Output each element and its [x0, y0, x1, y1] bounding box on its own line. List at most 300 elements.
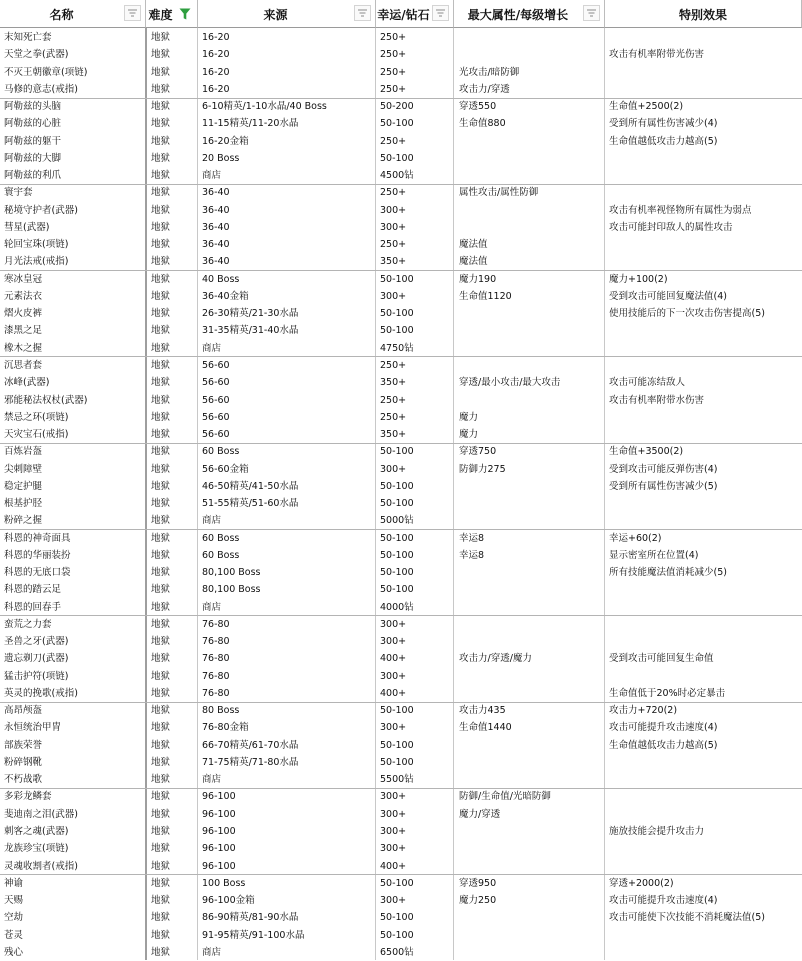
filter-dropdown-icon[interactable] — [432, 5, 449, 21]
cell-luck: 300+ — [380, 636, 407, 648]
cell-attr — [459, 564, 603, 581]
cell-attr: 魔力250 — [459, 895, 497, 906]
cell-source: 96-100 — [202, 826, 236, 837]
filter-dropdown-icon[interactable] — [124, 5, 141, 21]
filter-dropdown-icon[interactable] — [583, 5, 600, 21]
cell-source: 11-15精英/11-20水晶 — [202, 118, 299, 130]
cell-diff: 地狱 — [151, 549, 171, 561]
cell-luck: 300+ — [380, 290, 407, 302]
cell-name: 阿勒兹的大脚 — [4, 152, 62, 164]
cell-source: 36-40 — [202, 204, 230, 216]
cell-effect — [609, 167, 801, 184]
cell-diff: 地狱 — [151, 687, 171, 699]
header-name-label: 名称 — [49, 8, 74, 22]
cell-luck: 50-100 — [380, 705, 414, 717]
cell-luck: 300+ — [380, 843, 407, 855]
cell-effect — [609, 788, 801, 805]
cell-diff: 地狱 — [151, 325, 171, 337]
cell-luck: 50-100 — [380, 549, 414, 561]
cell-luck: 50-100 — [380, 877, 414, 889]
cell-diff: 地狱 — [151, 273, 171, 285]
column-divider — [145, 28, 147, 960]
cell-source: 26-30精英/21-30水晶 — [202, 308, 299, 320]
cell-diff: 地狱 — [151, 618, 171, 630]
cell-effect — [609, 927, 801, 944]
cell-effect — [609, 253, 801, 270]
cell-attr: 防御/生命值/光暗防御 — [459, 791, 551, 803]
cell-effect — [609, 512, 801, 529]
cell-luck: 250+ — [380, 411, 407, 423]
cell-source: 36-40 — [202, 256, 230, 268]
cell-effect: 所有技能魔法值消耗减少(5) — [609, 567, 727, 579]
cell-diff: 地狱 — [151, 239, 171, 251]
cell-luck: 5000钻 — [380, 515, 414, 527]
cell-luck: 50-100 — [380, 446, 414, 458]
cell-luck: 350+ — [380, 377, 407, 389]
cell-luck: 250+ — [380, 83, 407, 95]
cell-name: 神谕 — [4, 877, 24, 889]
cell-source: 76-80金箱 — [202, 722, 249, 734]
cell-effect — [609, 409, 801, 426]
cell-name: 天堂之拳(武器) — [4, 49, 69, 61]
cell-effect: 魔力+100(2) — [609, 273, 668, 285]
cell-diff: 地狱 — [151, 463, 171, 475]
cell-diff: 地狱 — [151, 929, 171, 941]
cell-attr: 攻击力435 — [459, 705, 506, 717]
header-effect-label: 特别效果 — [678, 8, 727, 22]
cell-source: 60 Boss — [202, 446, 240, 458]
column-header-effect[interactable] — [605, 0, 802, 28]
cell-diff: 地狱 — [151, 377, 171, 389]
cell-luck: 300+ — [380, 618, 407, 630]
cell-source: 76-80 — [202, 618, 230, 630]
cell-diff: 地狱 — [151, 446, 171, 458]
cell-source: 16-20 — [202, 32, 230, 43]
cell-diff: 地狱 — [151, 774, 171, 786]
cell-attr — [459, 392, 603, 409]
cell-name: 猛击护符(项链) — [4, 670, 69, 682]
cell-luck: 250+ — [380, 359, 407, 371]
cell-source: 56-60 — [202, 429, 230, 440]
cell-name: 高昂颅盔 — [4, 705, 43, 717]
cell-attr — [459, 909, 603, 926]
cell-effect: 攻击可能封印敌人的属性攻击 — [609, 221, 733, 233]
cell-luck: 50-100 — [380, 118, 414, 130]
cell-name: 橡木之握 — [4, 342, 43, 354]
cell-name: 刺客之魂(武器) — [4, 826, 69, 837]
cell-attr: 生命值880 — [459, 118, 506, 130]
column-header-source[interactable] — [198, 0, 376, 28]
cell-effect: 生命值越低攻击力越高(5) — [609, 739, 718, 751]
cell-attr — [459, 357, 603, 374]
cell-diff: 地狱 — [151, 49, 171, 61]
cell-diff: 地狱 — [151, 670, 171, 682]
cell-source: 31-35精英/31-40水晶 — [202, 325, 299, 337]
cell-effect: 生命值越低攻击力越高(5) — [609, 135, 718, 147]
cell-source: 86-90精英/81-90水晶 — [202, 912, 299, 924]
cell-source: 36-40 — [202, 221, 230, 233]
cell-effect: 受到攻击可能回复生命值 — [609, 653, 714, 665]
cell-luck: 400+ — [380, 860, 407, 872]
cell-effect — [609, 858, 801, 875]
cell-attr: 幸运8 — [459, 532, 485, 544]
cell-effect — [609, 633, 801, 650]
cell-name: 遗忘剃刀(武器) — [4, 653, 69, 665]
cell-diff: 地狱 — [151, 66, 171, 78]
cell-diff: 地狱 — [151, 204, 171, 216]
cell-source: 36-40 — [202, 239, 230, 251]
cell-diff: 地狱 — [151, 895, 171, 906]
cell-attr: 魔力190 — [459, 273, 497, 285]
cell-name: 粉碎之握 — [4, 515, 43, 527]
cell-diff: 地狱 — [151, 480, 171, 492]
cell-attr — [459, 478, 603, 495]
cell-luck: 300+ — [380, 791, 407, 803]
cell-source: 商店 — [202, 170, 222, 182]
cell-luck: 300+ — [380, 463, 407, 475]
cell-name: 秘境守护者(武器) — [4, 204, 78, 216]
cell-effect: 攻击有机率附带水伤害 — [609, 394, 705, 406]
cell-source: 51-55精英/51-60水晶 — [202, 498, 299, 509]
cell-name: 元素法衣 — [4, 290, 43, 302]
cell-attr — [459, 305, 603, 322]
cell-name: 末知死亡套 — [4, 32, 52, 43]
cell-luck: 300+ — [380, 670, 407, 682]
cell-diff: 地狱 — [151, 567, 171, 579]
cell-name: 寒冰皇冠 — [4, 273, 43, 285]
cell-effect — [609, 340, 801, 357]
cell-diff: 地狱 — [151, 653, 171, 665]
cell-luck: 300+ — [380, 808, 407, 820]
cell-luck: 300+ — [380, 722, 407, 734]
cell-source: 56-60 — [202, 411, 230, 423]
cell-attr — [459, 46, 603, 63]
cell-effect: 幸运+60(2) — [609, 532, 662, 544]
cell-luck: 250+ — [380, 135, 407, 147]
cell-diff: 地狱 — [151, 843, 171, 855]
cell-name: 阿勒兹的躯干 — [4, 135, 62, 147]
cell-effect — [609, 81, 801, 98]
cell-effect — [609, 840, 801, 857]
cell-luck: 250+ — [380, 239, 407, 251]
cell-attr: 攻击力/穿透 — [459, 83, 510, 95]
filter-active-icon[interactable] — [176, 5, 193, 21]
cell-source: 16-20 — [202, 49, 230, 61]
cell-effect — [609, 64, 801, 81]
header-luck-label: 幸运/钻石 — [377, 8, 430, 22]
cell-source: 76-80 — [202, 687, 230, 699]
cell-attr: 穿透750 — [459, 446, 497, 458]
cell-diff: 地狱 — [151, 411, 171, 423]
cell-effect — [609, 29, 801, 46]
header-max-attr-label: 最大属性/每级增长 — [467, 8, 569, 22]
cell-luck: 50-100 — [380, 273, 414, 285]
cell-name: 月光法戒(戒指) — [4, 256, 69, 268]
cell-source: 56-60金箱 — [202, 463, 249, 475]
cell-luck: 50-100 — [380, 584, 414, 596]
cell-source: 76-80 — [202, 653, 230, 665]
cell-attr: 攻击力/穿透/魔力 — [459, 653, 532, 665]
cell-luck: 350+ — [380, 429, 407, 440]
cell-diff: 地狱 — [151, 359, 171, 371]
cell-attr — [459, 858, 603, 875]
cell-name: 科恩的神奇面具 — [4, 532, 71, 544]
cell-luck: 300+ — [380, 826, 407, 837]
cell-attr: 魔力 — [459, 429, 479, 440]
cell-source: 96-100 — [202, 808, 236, 820]
cell-diff: 地狱 — [151, 170, 171, 182]
cell-effect — [609, 357, 801, 374]
cell-source: 100 Boss — [202, 877, 246, 889]
cell-name: 邪能秘法权杖(武器) — [4, 394, 88, 406]
cell-source: 66-70精英/61-70水晶 — [202, 739, 299, 751]
cell-diff: 地狱 — [151, 532, 171, 544]
cell-luck: 50-100 — [380, 912, 414, 924]
cell-source: 96-100 — [202, 843, 236, 855]
cell-diff: 地狱 — [151, 912, 171, 924]
cell-diff: 地狱 — [151, 808, 171, 820]
cell-diff: 地狱 — [151, 722, 171, 734]
cell-luck: 50-200 — [380, 101, 414, 112]
cell-diff: 地狱 — [151, 118, 171, 130]
cell-attr — [459, 202, 603, 219]
cell-luck: 50-100 — [380, 739, 414, 751]
cell-effect: 使用技能后的下一次攻击伤害提高(5) — [609, 308, 765, 320]
header-difficulty-label: 难度 — [148, 8, 173, 22]
cell-effect — [609, 150, 801, 167]
cell-effect: 受到攻击可能反弹伤害(4) — [609, 463, 718, 475]
column-header-name[interactable] — [0, 0, 146, 28]
cell-source: 96-100 — [202, 860, 236, 872]
cell-name: 多彩龙鳞套 — [4, 791, 52, 803]
cell-attr: 魔法值 — [459, 239, 488, 251]
cell-source: 6-10精英/1-10水晶/40 Boss — [202, 101, 327, 112]
cell-name: 永恒统治甲胄 — [4, 722, 62, 734]
cell-attr — [459, 512, 603, 529]
cell-name: 科恩的回春手 — [4, 601, 62, 613]
cell-effect — [609, 322, 801, 339]
cell-attr: 属性攻击/属性防御 — [459, 187, 539, 199]
cell-attr — [459, 927, 603, 944]
cell-name: 龙族珍宝(项链) — [4, 843, 69, 855]
cell-effect: 攻击可能提升攻击速度(4) — [609, 895, 718, 906]
cell-luck: 4500钻 — [380, 170, 414, 182]
cell-luck: 50-100 — [380, 567, 414, 579]
cell-attr — [459, 823, 603, 840]
column-header-max-attr[interactable] — [454, 0, 605, 28]
cell-effect — [609, 616, 801, 633]
cell-luck: 250+ — [380, 66, 407, 78]
cell-source: 16-20金箱 — [202, 135, 249, 147]
cell-source: 60 Boss — [202, 549, 240, 561]
cell-diff: 地狱 — [151, 756, 171, 768]
cell-luck: 50-100 — [380, 480, 414, 492]
column-header-luck-diamond[interactable] — [376, 0, 454, 28]
cell-source: 46-50精英/41-50水晶 — [202, 480, 299, 492]
cell-name: 部族荣誉 — [4, 739, 43, 751]
cell-diff: 地狱 — [151, 877, 171, 889]
cell-diff: 地狱 — [151, 739, 171, 751]
cell-name: 沉思者套 — [4, 359, 43, 371]
cell-effect — [609, 944, 801, 961]
cell-name: 禁忌之环(项链) — [4, 411, 69, 423]
cell-effect: 生命值+3500(2) — [609, 446, 684, 458]
cell-luck: 50-100 — [380, 498, 414, 509]
cell-effect: 攻击可能冻结敌人 — [609, 377, 686, 389]
cell-effect: 施放技能会提升攻击力 — [609, 826, 705, 837]
cell-luck: 350+ — [380, 256, 407, 268]
cell-diff: 地狱 — [151, 826, 171, 837]
cell-luck: 250+ — [380, 32, 407, 43]
cell-attr: 穿透550 — [459, 101, 497, 112]
cell-attr — [459, 495, 603, 512]
cell-attr: 魔力/穿透 — [459, 808, 501, 820]
cell-diff: 地狱 — [151, 515, 171, 527]
cell-luck: 4000钻 — [380, 601, 414, 613]
cell-effect: 攻击可能提升攻击速度(4) — [609, 722, 718, 734]
cell-attr — [459, 29, 603, 46]
cell-source: 商店 — [202, 342, 222, 354]
cell-effect: 生命值+2500(2) — [609, 101, 684, 112]
cell-source: 91-95精英/91-100水晶 — [202, 929, 305, 941]
cell-name: 轮回宝珠(项链) — [4, 239, 69, 251]
cell-name: 漆黑之足 — [4, 325, 43, 337]
cell-diff: 地狱 — [151, 394, 171, 406]
cell-attr — [459, 944, 603, 961]
cell-diff: 地狱 — [151, 429, 171, 440]
cell-name: 科恩的无底口袋 — [4, 567, 71, 579]
cell-luck: 50-100 — [380, 929, 414, 941]
cell-name: 苍灵 — [4, 929, 24, 941]
cell-source: 商店 — [202, 774, 222, 786]
cell-luck: 300+ — [380, 204, 407, 216]
cell-attr: 防御力275 — [459, 463, 506, 475]
cell-diff: 地狱 — [151, 83, 171, 95]
cell-diff: 地狱 — [151, 636, 171, 648]
cell-effect — [609, 806, 801, 823]
cell-luck: 6500钻 — [380, 946, 414, 958]
cell-name: 不灭王朝徽章(项链) — [4, 66, 88, 78]
cell-name: 粉碎钢靴 — [4, 756, 43, 768]
cell-source: 76-80 — [202, 636, 230, 648]
cell-name: 尖刺障壁 — [4, 463, 43, 475]
cell-luck: 5500钻 — [380, 774, 414, 786]
cell-diff: 地狱 — [151, 342, 171, 354]
cell-effect — [609, 426, 801, 443]
cell-name: 圣兽之牙(武器) — [4, 636, 69, 648]
cell-luck: 400+ — [380, 687, 407, 699]
cell-source: 76-80 — [202, 670, 230, 682]
cell-source: 36-40 — [202, 187, 230, 199]
cell-source: 40 Boss — [202, 273, 240, 285]
cell-name: 阿勒兹的头脑 — [4, 101, 62, 112]
cell-effect — [609, 754, 801, 771]
cell-attr — [459, 616, 603, 633]
cell-attr — [459, 754, 603, 771]
cell-attr — [459, 633, 603, 650]
cell-attr: 魔法值 — [459, 256, 488, 268]
cell-attr — [459, 668, 603, 685]
cell-attr: 生命值1440 — [459, 722, 512, 734]
cell-attr — [459, 133, 603, 150]
cell-attr — [459, 167, 603, 184]
column-divider — [604, 28, 605, 960]
cell-source: 60 Boss — [202, 532, 240, 544]
cell-source: 商店 — [202, 946, 222, 958]
cell-attr — [459, 322, 603, 339]
cell-diff: 地狱 — [151, 584, 171, 596]
cell-diff: 地狱 — [151, 860, 171, 872]
cell-source: 80,100 Boss — [202, 567, 261, 579]
cell-diff: 地狱 — [151, 308, 171, 320]
cell-name: 残心 — [4, 946, 24, 958]
cell-luck: 50-100 — [380, 325, 414, 337]
cell-effect: 攻击力+720(2) — [609, 705, 678, 717]
cell-attr — [459, 771, 603, 788]
cell-source: 16-20 — [202, 83, 230, 95]
cell-luck: 400+ — [380, 653, 407, 665]
cell-name: 百炼岩盔 — [4, 446, 43, 458]
column-header-difficulty[interactable] — [146, 0, 198, 28]
cell-effect: 显示密室所在位置(4) — [609, 549, 699, 561]
cell-luck: 250+ — [380, 187, 407, 199]
cell-luck: 250+ — [380, 49, 407, 61]
cell-diff: 地狱 — [151, 187, 171, 199]
cell-name: 英灵的挽歌(戒指) — [4, 687, 78, 699]
cell-effect: 攻击有机率视怪物所有属性为弱点 — [609, 204, 752, 216]
cell-effect — [609, 771, 801, 788]
cell-diff: 地狱 — [151, 601, 171, 613]
cell-attr — [459, 340, 603, 357]
cell-name: 不朽战歌 — [4, 774, 43, 786]
cell-luck: 50-100 — [380, 308, 414, 320]
cell-name: 灵魂收割者(戒指) — [4, 860, 78, 872]
cell-attr — [459, 150, 603, 167]
cell-source: 71-75精英/71-80水晶 — [202, 756, 299, 768]
cell-name: 天灾宝石(戒指) — [4, 429, 69, 440]
header-source-label: 来源 — [263, 8, 288, 22]
cell-source: 商店 — [202, 601, 222, 613]
cell-name: 阿勒兹的心脏 — [4, 118, 62, 130]
cell-name: 空劫 — [4, 912, 24, 924]
cell-name: 天赐 — [4, 895, 24, 906]
cell-effect: 受到所有属性伤害减少(5) — [609, 480, 718, 492]
cell-luck: 300+ — [380, 221, 407, 233]
cell-source: 商店 — [202, 515, 222, 527]
cell-name: 蛮荒之力套 — [4, 618, 52, 630]
cell-source: 16-20 — [202, 66, 230, 78]
cell-diff: 地狱 — [151, 791, 171, 803]
column-divider — [197, 28, 198, 960]
filter-dropdown-icon[interactable] — [354, 5, 371, 21]
cell-diff: 地狱 — [151, 32, 171, 43]
cell-name: 稳定护腿 — [4, 480, 43, 492]
cell-attr: 穿透/最小攻击/最大攻击 — [459, 377, 561, 389]
cell-attr: 生命值1120 — [459, 290, 512, 302]
cell-attr — [459, 219, 603, 236]
cell-attr — [459, 599, 603, 616]
cell-attr — [459, 737, 603, 754]
cell-source: 96-100金箱 — [202, 895, 255, 906]
cell-attr — [459, 685, 603, 702]
cell-name: 寰宇套 — [4, 187, 33, 199]
column-divider — [375, 28, 376, 960]
cell-effect: 生命值低于20%时必定暴击 — [609, 687, 726, 699]
cell-diff: 地狱 — [151, 152, 171, 164]
cell-name: 熠火皮裤 — [4, 308, 43, 320]
cell-luck: 4750钻 — [380, 342, 414, 354]
cell-effect: 穿透+2000(2) — [609, 877, 674, 889]
